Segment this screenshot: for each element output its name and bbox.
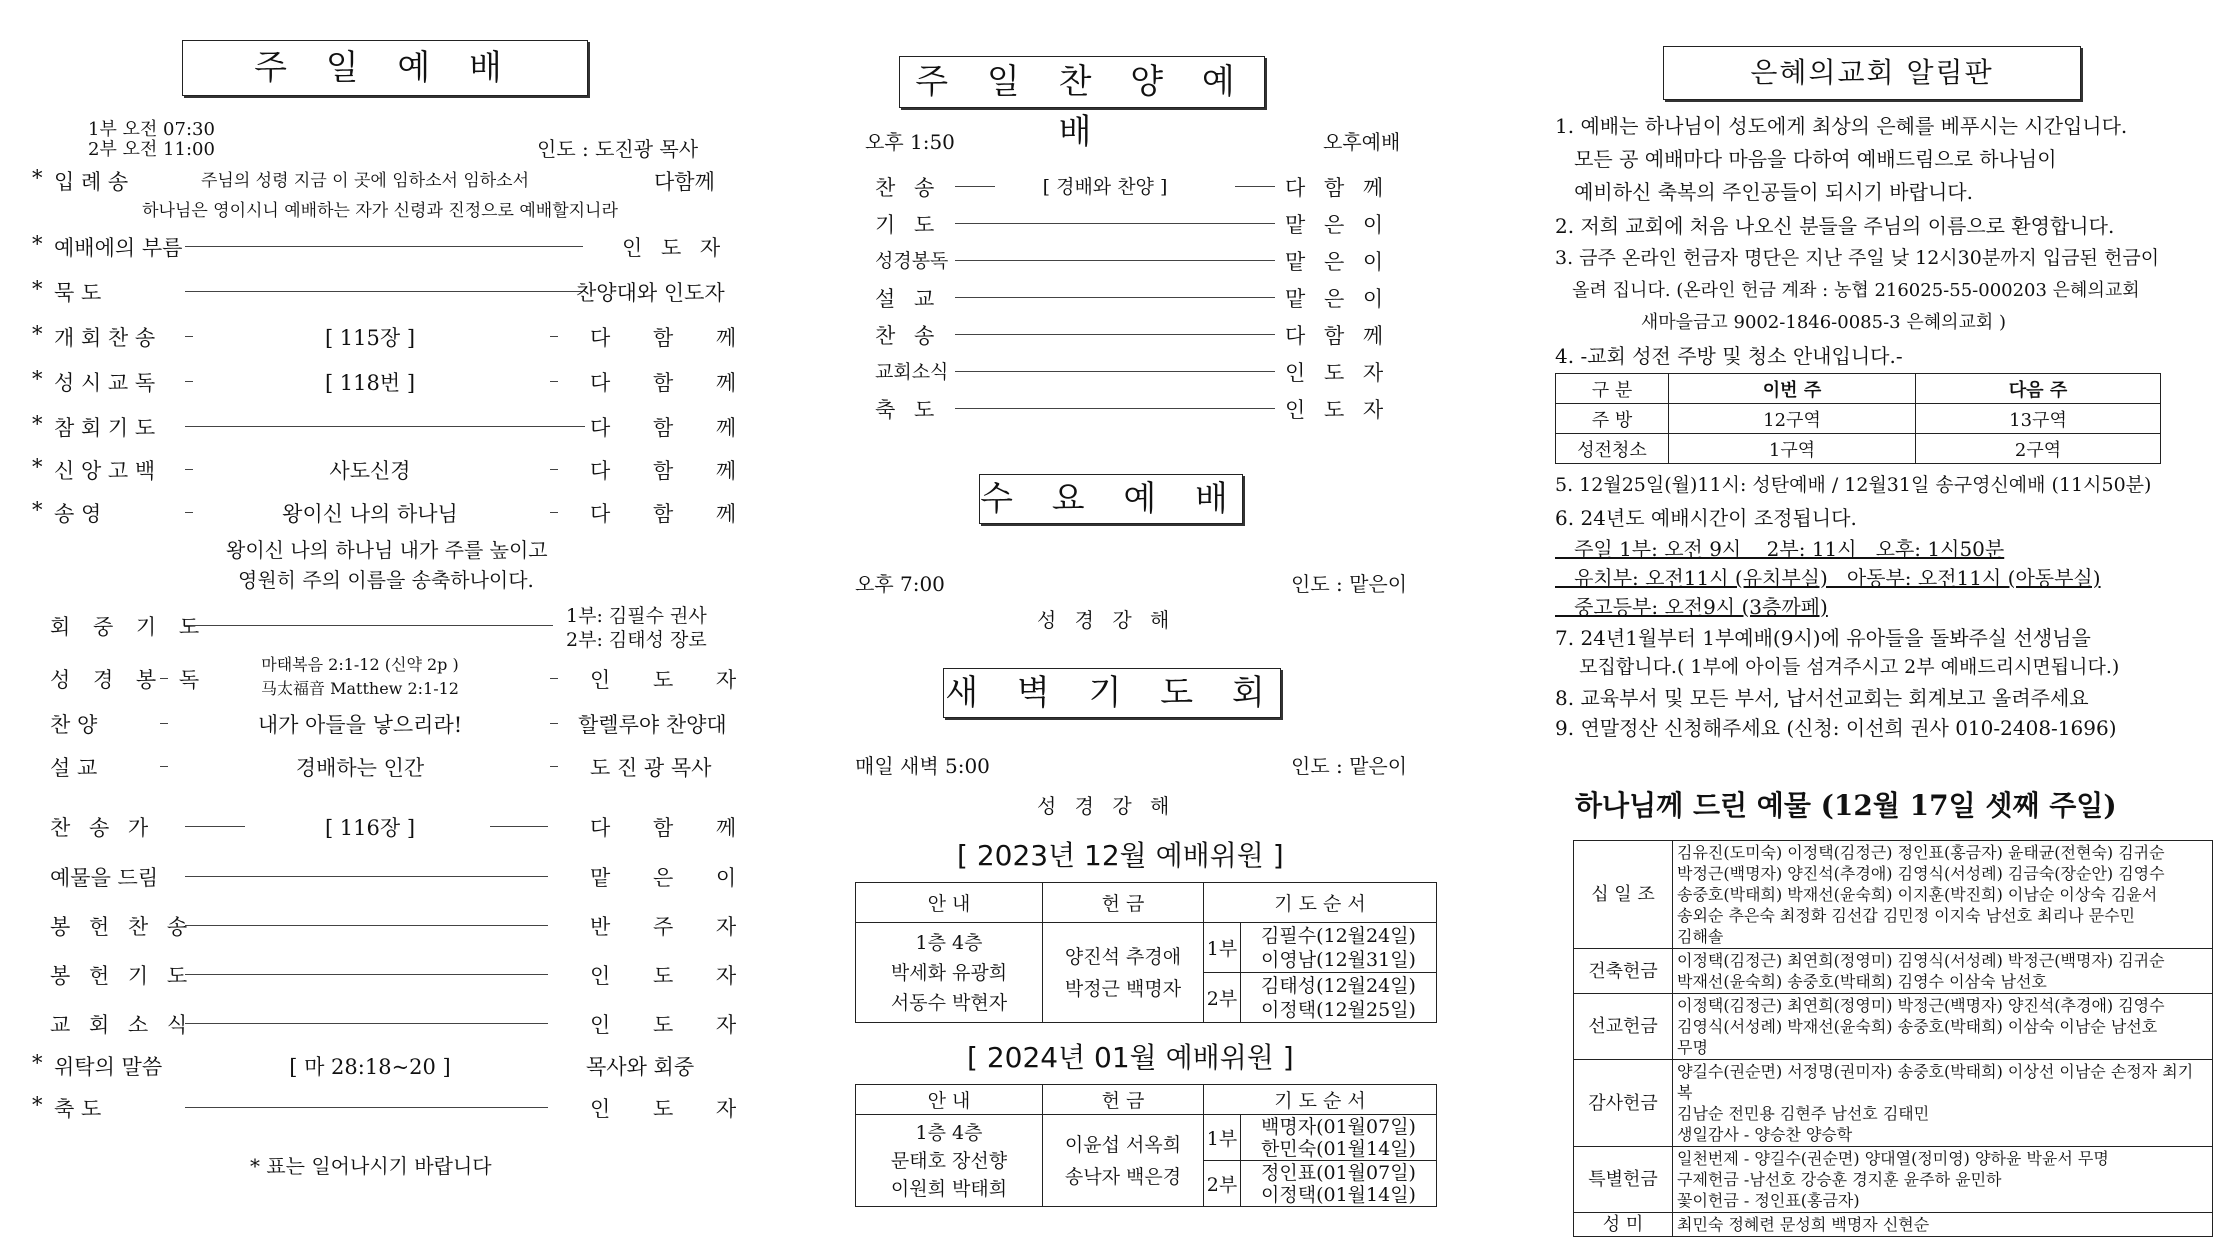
notice-board-title: 은혜의교회 알림판 <box>1663 46 2081 100</box>
header-offering: 헌 금 <box>1043 1085 1204 1115</box>
star-marker: * <box>32 1051 43 1075</box>
committee-jan-title: [ 2024년 01월 예배위원 ] <box>967 1041 1294 1074</box>
offering-name-line: 이정택(김정근) 최연희(정영미) 박정근(백명자) 양진석(추경애) 김영수 <box>1677 996 2165 1015</box>
order-responsible: 인 도 자 <box>1285 398 1390 422</box>
order-row-sermon <box>30 746 730 786</box>
clean-cell: 성전청소 <box>1556 434 1669 464</box>
order-responsible: 다 함 께 <box>1285 176 1390 200</box>
order-label: 기 도 <box>875 213 941 237</box>
clean-header: 구 분 <box>1556 374 1669 404</box>
guide-cell <box>856 1115 1043 1207</box>
offering-name-line: 무명 <box>1677 1038 1708 1057</box>
offering-name-line: 박정근(백명자) 양진석(추경애) 김영식(서성례) 김금숙(장순안) 김영수 <box>1677 864 2165 883</box>
offering-category: 특별헌금 <box>1574 1147 1673 1213</box>
order-row-opening-hymn <box>30 316 755 356</box>
offering-name-line: 양길수(권순면) 서정명(권미자) 송중호(박태희) 이상선 이남순 손정자 최기복 <box>1677 1062 2194 1102</box>
order-detail: 하나님은 영이시니 예배하는 자가 신령과 진정으로 예배할지니라 <box>142 201 618 221</box>
offering-names <box>1673 949 2213 994</box>
order-responsible: 맡 은 이 <box>590 866 755 890</box>
order-detail: [ 115장 ] <box>324 326 416 350</box>
guide-cell <box>856 923 1043 1023</box>
guide-line: 박세화 유광희 <box>890 961 1008 984</box>
guide-line: 1층 4층 <box>915 1121 983 1144</box>
offering-name-line: 최민숙 정혜련 문성희 백명자 신현순 <box>1677 1215 1930 1234</box>
dawn-leader: 인도 : 맡은이 <box>1291 754 1408 778</box>
wednesday-service-title: 수 요 예 배 <box>979 474 1243 524</box>
order-row-call <box>30 226 730 266</box>
offering-names <box>1673 1060 2213 1147</box>
offering-category: 선교헌금 <box>1574 994 1673 1060</box>
offering-category: 십 일 조 <box>1574 841 1673 949</box>
order-label: 회 중 기 도 <box>50 615 208 639</box>
offering-category: 감사헌금 <box>1574 1060 1673 1147</box>
prayer-part: 2부 <box>1204 1161 1241 1207</box>
offerings-title: 하나님께 드린 예물 (12월 17일 셋째 주일) <box>1575 789 2117 822</box>
order-row-commission <box>30 1045 730 1085</box>
offering-name-line: 생일감사 - 양승찬 양승학 <box>1677 1125 1853 1144</box>
prayer-part: 1부 <box>1204 1115 1241 1161</box>
star-marker: * <box>32 412 43 436</box>
order-row-hymn <box>30 806 755 846</box>
order-row-benediction <box>30 1087 755 1127</box>
clean-cell: 주 방 <box>1556 404 1669 434</box>
order-label: 성 경 봉 독 <box>50 668 208 692</box>
order-label: 축 도 <box>54 1097 102 1121</box>
order-detail: 주님의 성령 지금 이 곳에 임하소서 임하소서 <box>200 171 530 191</box>
star-marker: * <box>32 322 43 346</box>
prayer-name: 김태성(12월24일) <box>1261 974 1416 997</box>
praise-row <box>845 277 1465 317</box>
offering-name-line: 송중호(박태희) 박재선(윤숙희) 이지훈(박진희) 이남순 이상숙 김윤서 <box>1677 885 2158 904</box>
offering-line: 박정근 백명자 <box>1064 977 1182 1000</box>
order-label: 찬 양 <box>50 713 98 737</box>
order-responsible: 인 도 자 <box>622 236 727 260</box>
cleaning-table <box>1555 373 2161 464</box>
order-responsible: 찬양대와 인도자 <box>576 281 725 305</box>
sunday-service-column <box>30 0 755 1258</box>
guide-line: 1층 4층 <box>915 931 983 954</box>
service-leader: 인도 : 도진광 목사 <box>537 137 699 161</box>
standing-footnote: * 표는 일어나시기 바랍니다 <box>250 1154 492 1178</box>
sunday-service-title: 주 일 예 배 <box>182 40 588 96</box>
order-responsible: 도 진 광 목사 <box>590 756 712 780</box>
order-responsible: 다 함 께 <box>590 416 755 440</box>
header-prayer: 기 도 순 서 <box>1204 883 1437 923</box>
order-responsible: 반 주 자 <box>590 915 755 939</box>
notice-line: 올려 집니다. (온라인 헌금 계좌 : 농협 216025-55-000203 은혜의교회 <box>1555 280 2140 301</box>
notice-column <box>1555 0 2220 1258</box>
offering-name-line: 꽃이헌금 - 정인표(홍금자) <box>1677 1191 1860 1210</box>
notice-line: 주일 1부: 오전 9시 2부: 11시 오후: 1시50분 <box>1555 537 2005 561</box>
notice-line: 3. 금주 온라인 헌금자 명단은 지난 주일 낮 12시30분까지 입금된 헌금이 <box>1555 247 2160 269</box>
order-label: 예배에의 부름 <box>54 236 183 260</box>
order-responsible: 인 도 자 <box>590 668 755 692</box>
notice-line: 모든 공 예배마다 마음을 다하여 예배드림으로 하나님이 <box>1555 147 2057 171</box>
clean-cell: 2구역 <box>1916 434 2161 464</box>
order-detail: 사도신경 <box>329 459 411 483</box>
order-detail: 왕이신 나의 하나님 <box>282 502 458 526</box>
prayer-name: 백명자(01월07일) <box>1261 1115 1416 1138</box>
star-marker: * <box>32 367 43 391</box>
order-detail: 경배하는 인간 <box>295 756 425 780</box>
order-row-offering-hymn <box>30 905 755 945</box>
offering-name-line: 김해솔 <box>1677 927 1724 946</box>
praise-row <box>845 203 1465 243</box>
order-label: 찬 송 <box>875 324 941 348</box>
offering-name-line: 김남순 전민용 김현주 남선호 김태민 <box>1677 1104 1930 1123</box>
order-row-news <box>30 1003 755 1043</box>
committee-dec-title: [ 2023년 12월 예배위원 ] <box>957 839 1284 872</box>
guide-line: 이원희 박태희 <box>890 1177 1008 1200</box>
order-label: 성경봉독 <box>875 250 949 272</box>
order-label: 위탁의 말씀 <box>54 1055 163 1079</box>
praise-row <box>845 314 1465 354</box>
prayer-name: 이정택(12월25일) <box>1261 998 1416 1021</box>
doxology-lyric-2: 영원히 주의 이름을 송축하나이다. <box>238 568 534 592</box>
order-responsible: 맡 은 이 <box>1285 287 1390 311</box>
order-responsible: 맡 은 이 <box>1285 213 1390 237</box>
order-label: 묵 도 <box>54 281 102 305</box>
clean-cell: 13구역 <box>1916 404 2161 434</box>
prayer-name: 이영남(12월31일) <box>1261 948 1416 971</box>
guide-line: 서동수 박현자 <box>890 991 1008 1014</box>
order-row-offering-prayer <box>30 954 755 994</box>
praise-service-label: 오후예배 <box>1323 130 1401 154</box>
praise-row <box>845 240 1465 280</box>
order-row-offering <box>30 856 755 896</box>
order-row-silent <box>30 271 730 311</box>
order-detail: [ 118번 ] <box>324 371 416 395</box>
dawn-prayer-title: 새 벽 기 도 회 <box>943 668 1281 718</box>
star-marker: * <box>32 455 43 479</box>
prayer-part2: 2부: 김태성 장로 <box>566 629 707 651</box>
clean-cell: 12구역 <box>1669 404 1916 434</box>
star-marker: * <box>32 166 43 190</box>
praise-service-title: 주 일 찬 양 예 배 <box>899 56 1265 108</box>
order-responsible: 다 함 께 <box>590 459 755 483</box>
middle-column <box>845 0 1465 1258</box>
offering-cell <box>1043 923 1204 1023</box>
order-row-repent <box>30 406 755 446</box>
prayer-name: 한민숙(01월14일) <box>1261 1137 1416 1160</box>
offering-name-line: 송외순 추은숙 최정화 김선갑 김민정 이지숙 남선호 최리나 문수민 <box>1677 906 2136 925</box>
order-detail: 내가 아들을 낳으리라! <box>257 713 463 737</box>
wednesday-time: 오후 7:00 <box>855 572 945 596</box>
header-guide: 안 내 <box>856 883 1043 923</box>
order-label: 봉 헌 찬 송 <box>50 915 194 939</box>
offering-category: 성 미 <box>1574 1213 1673 1237</box>
wednesday-content: 성 경 강 해 <box>1037 608 1176 632</box>
star-marker: * <box>32 232 43 256</box>
offering-names <box>1673 1213 2213 1237</box>
offering-cell <box>1043 1115 1204 1207</box>
doxology-lyric-1: 왕이신 나의 하나님 내가 주를 높이고 <box>226 538 548 562</box>
order-label: 교 회 소 식 <box>50 1013 194 1037</box>
order-detail: [ 경배와 찬양 ] <box>1042 176 1168 198</box>
offering-names <box>1673 994 2213 1060</box>
notice-line: 4. -교회 성전 주방 및 청소 안내입니다.- <box>1555 344 1903 368</box>
order-row-doxology <box>30 492 755 532</box>
offerings-table <box>1573 840 2213 1237</box>
praise-row <box>845 388 1465 428</box>
order-responsible: 다 함 께 <box>590 502 755 526</box>
offering-line: 이윤섭 서옥희 <box>1064 1133 1182 1156</box>
prayer-names <box>1241 923 1437 973</box>
notice-line: 5. 12월25일(월)11시: 성탄예배 / 12월31일 송구영신예배 (11시50분) <box>1555 474 2152 496</box>
order-label: 봉 헌 기 도 <box>50 964 194 988</box>
order-row-prayer <box>30 605 730 651</box>
order-row-verse <box>30 190 730 230</box>
offering-name-line: 구제헌금 -남선호 강승훈 경지훈 윤주하 윤민하 <box>1677 1170 2002 1189</box>
prayer-names <box>1241 1115 1437 1161</box>
order-label: 찬 송 가 <box>50 816 155 840</box>
service-time-2: 2부 오전 11:00 <box>88 139 215 160</box>
notice-line: 예비하신 축복의 주인공들이 되시기 바랍니다. <box>1555 180 1973 204</box>
order-label: 참 회 기 도 <box>54 416 156 440</box>
star-marker: * <box>32 498 43 522</box>
header-offering: 헌 금 <box>1043 883 1204 923</box>
notice-line: 9. 연말정산 신청해주세요 (신청: 이선희 권사 010-2408-1696) <box>1555 716 2117 740</box>
scripture-ref: 마태복음 2:1-12 (신약 2p ) <box>261 655 459 674</box>
order-responsible: 맡 은 이 <box>1285 250 1390 274</box>
order-row-responsive <box>30 361 755 401</box>
order-label: 송 영 <box>54 502 102 526</box>
clean-cell: 1구역 <box>1669 434 1916 464</box>
offering-line: 양진석 추경애 <box>1064 945 1182 968</box>
star-marker: * <box>32 1093 43 1117</box>
prayer-part1: 1부: 김필수 권사 <box>566 605 707 627</box>
order-label: 예물을 드림 <box>50 866 159 890</box>
order-label: 개 회 찬 송 <box>54 326 156 350</box>
committee-dec-table <box>855 882 1437 1023</box>
offering-name-line: 박재선(윤숙희) 송중호(박태희) 김영수 이삼숙 남선호 <box>1677 972 2047 991</box>
praise-row <box>845 351 1465 391</box>
wednesday-leader: 인도 : 맡은이 <box>1291 572 1408 596</box>
order-row-creed <box>30 449 755 489</box>
guide-line: 문태호 장선향 <box>890 1149 1008 1172</box>
order-row-scripture <box>30 655 755 698</box>
dawn-time: 매일 새벽 5:00 <box>855 754 990 778</box>
order-detail: [ 마 28:18~20 ] <box>289 1055 451 1079</box>
header-guide: 안 내 <box>856 1085 1043 1115</box>
offering-line: 송낙자 백은경 <box>1064 1165 1182 1188</box>
prayer-names <box>1241 1161 1437 1207</box>
scripture-ref-alt: 马太福音 Matthew 2:1-12 <box>261 679 459 698</box>
committee-jan-table <box>855 1084 1437 1207</box>
order-responsible: 다 함 께 <box>590 816 755 840</box>
offering-name-line: 일천번제 - 양길수(권순면) 양대열(정미영) 양하윤 박윤서 무명 <box>1677 1149 2109 1168</box>
notice-line: 2. 저희 교회에 처음 나오신 분들을 주님의 이름으로 환영합니다. <box>1555 214 2115 238</box>
notice-line: 모집합니다.( 1부에 아이들 섬겨주시고 2부 예배드리시면됩니다.) <box>1555 656 2120 678</box>
offering-name-line: 김영식(서성례) 박재선(윤숙희) 송중호(박태희) 이삼숙 이남순 남선호 <box>1677 1017 2158 1036</box>
service-time-1: 1부 오전 07:30 <box>88 119 215 140</box>
order-responsible: 목사와 회중 <box>586 1055 695 1079</box>
prayer-part: 1부 <box>1204 923 1241 973</box>
order-label: 입 례 송 <box>54 170 129 194</box>
offering-names <box>1673 841 2213 949</box>
notice-line: 유치부: 오전11시 (유치부실) 아동부: 오전11시 (아동부실) <box>1555 566 2101 590</box>
dawn-content: 성 경 강 해 <box>1037 794 1176 818</box>
order-responsible: 인 도 자 <box>590 964 755 988</box>
prayer-part: 2부 <box>1204 973 1241 1023</box>
order-responsible: 인 도 자 <box>590 1097 755 1121</box>
prayer-name: 김필수(12월24일) <box>1261 924 1416 947</box>
order-row-anthem <box>30 703 730 743</box>
order-label: 성 시 교 독 <box>54 371 156 395</box>
offering-names <box>1673 1147 2213 1213</box>
order-responsible: 할렐루야 찬양대 <box>578 713 727 737</box>
order-responsible: 인 도 자 <box>1285 361 1390 385</box>
order-detail: [ 116장 ] <box>324 816 416 840</box>
prayer-name: 정인표(01월07일) <box>1261 1161 1416 1184</box>
praise-row <box>845 166 1465 206</box>
prayer-name: 이정택(01월14일) <box>1261 1183 1416 1206</box>
order-label: 축 도 <box>875 398 941 422</box>
notice-line: 새마을금고 9002-1846-0085-3 은혜의교회 ) <box>1555 312 2007 333</box>
notice-line: 1. 예배는 하나님이 성도에게 최상의 은혜를 베푸시는 시간입니다. <box>1555 114 2128 138</box>
order-label: 찬 송 <box>875 176 941 200</box>
order-label: 설 교 <box>875 287 941 311</box>
order-label: 교회소식 <box>875 361 949 383</box>
order-label: 신 앙 고 백 <box>54 459 156 483</box>
notice-line: 6. 24년도 예배시간이 조정됩니다. <box>1555 506 1857 530</box>
offering-name-line: 김유진(도미숙) 이정택(김정근) 정인표(홍금자) 윤태균(전현숙) 김귀순 <box>1677 843 2165 862</box>
order-label: 설 교 <box>50 756 98 780</box>
offering-name-line: 이정택(김정근) 최연희(정영미) 김영식(서성례) 박정근(백명자) 김귀순 <box>1677 951 2165 970</box>
praise-service-time: 오후 1:50 <box>865 130 955 154</box>
notice-line: 7. 24년1월부터 1부예배(9시)에 유아들을 돌봐주실 선생님을 <box>1555 626 2091 650</box>
order-responsible: 다 함 께 <box>1285 324 1390 348</box>
order-responsible: 인 도 자 <box>590 1013 755 1037</box>
order-responsible: 다 함 께 <box>590 371 755 395</box>
star-marker: * <box>32 277 43 301</box>
notice-line: 8. 교육부서 및 모든 부서, 납서선교회는 회계보고 올려주세요 <box>1555 686 2089 710</box>
order-responsible: 다 함 께 <box>590 326 755 350</box>
clean-header: 다음 주 <box>1916 374 2161 404</box>
header-prayer: 기 도 순 서 <box>1204 1085 1437 1115</box>
notice-line: 중고등부: 오전9시 (3층까페) <box>1555 595 1828 619</box>
order-responsible: 다함께 <box>654 170 715 194</box>
prayer-names <box>1241 973 1437 1023</box>
clean-header: 이번 주 <box>1669 374 1916 404</box>
offering-category: 건축헌금 <box>1574 949 1673 994</box>
